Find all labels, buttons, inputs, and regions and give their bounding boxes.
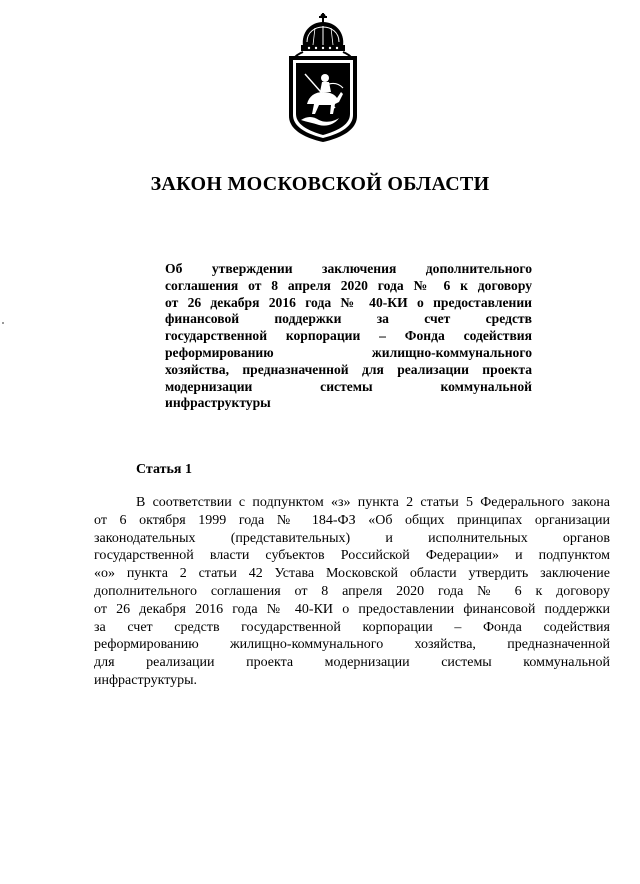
subject-line: Об утверждении заключения дополнительного — [165, 261, 532, 276]
subject-line: соглашения от 8 апреля 2020 года № 6 к договору — [165, 277, 532, 293]
subject-line: финансовой поддержки за счет средств — [165, 311, 532, 327]
article-line: законодательных (представительных) и исполнительных органов — [94, 530, 610, 546]
article-line: для реализации проекта модернизации системы коммунальной — [94, 655, 610, 671]
scan-mark — [2, 322, 4, 324]
article-line: от 6 октября 1999 года № 184-ФЗ «Об общих принципах организации — [94, 512, 610, 528]
law-subject — [165, 261, 532, 412]
article-line: от 26 декабря 2016 года № 40-КИ о предоставлении финансовой поддержки — [94, 601, 610, 617]
article-line: В соответствии с подпунктом «з» пункта 2 статьи 5 Федерального закона — [136, 495, 610, 510]
subject-line: государственной корпорации – Фонда содействия — [165, 328, 532, 344]
article-heading: Статья 1 — [136, 462, 192, 477]
article-line: инфраструктуры. — [94, 672, 198, 688]
subject-line: модернизации системы коммунальной — [165, 378, 532, 394]
coat-of-arms-icon — [283, 12, 363, 144]
subject-line: хозяйства, предназначенной для реализации проекта — [165, 361, 532, 377]
subject-line: реформированию жилищно-коммунального — [165, 344, 532, 360]
law-title: ЗАКОН МОСКОВСКОЙ ОБЛАСТИ — [150, 173, 490, 195]
subject-line: инфраструктуры — [165, 395, 271, 411]
article-line: государственной власти субъектов Российской Федерации» и подпунктом — [94, 548, 610, 564]
crown-icon — [301, 13, 345, 51]
article-line: дополнительного соглашения от 8 апреля 2020 года № 6 к договору — [94, 583, 610, 599]
article-line: за счет средств государственной корпорации – Фонда содействия — [94, 619, 610, 635]
article-body — [94, 494, 610, 690]
article-line: реформированию жилищно-коммунального хозяйства, предназначенной — [94, 637, 610, 653]
article-line: «о» пункта 2 статьи 42 Устава Московской области утвердить заключение — [94, 566, 610, 582]
subject-line: от 26 декабря 2016 года № 40-КИ о предоставлении — [165, 294, 532, 310]
